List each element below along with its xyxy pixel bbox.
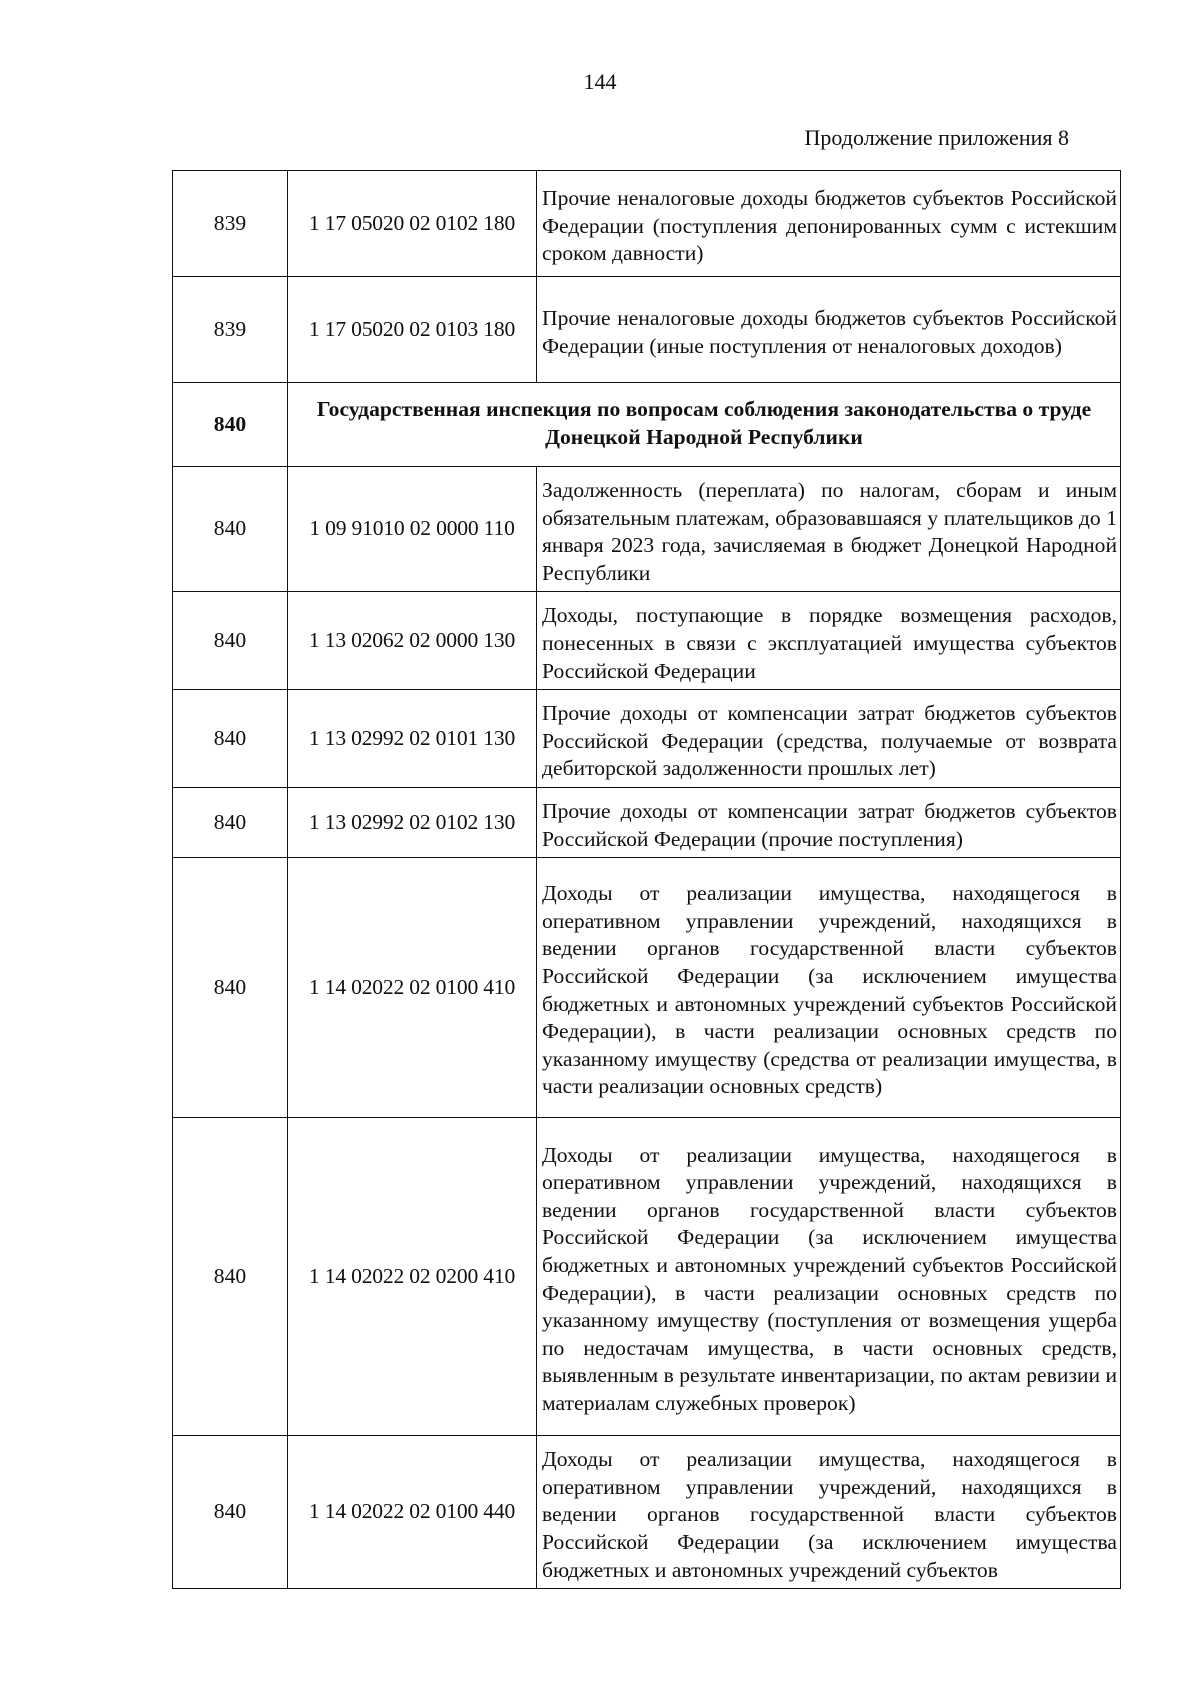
administrator-header-row bbox=[173, 383, 1121, 467]
admin-code-cell: 839 bbox=[173, 171, 288, 277]
table-row bbox=[173, 690, 1121, 788]
revenue-name-text: Прочие неналоговые доходы бюджетов субъектов Российской Федерации (поступления депонированных сумм с истекшим сроком давности) bbox=[542, 186, 1117, 266]
admin-code-cell: 840 bbox=[173, 1436, 288, 1589]
revenue-name-text: Доходы от реализации имущества, находящегося в оперативном управлении учреждений, находящихся в ведении органов государственной власти субъектов Российской Федерации (за исключением имущества бюджетных и автономных учреждений субъектов Российской Федерации), в части реализации основных средств по указанному имуществу (средства от реализации имущества, в части реализации основных средств) bbox=[542, 881, 1117, 1099]
revenue-name-text: Прочие доходы от компенсации затрат бюджетов субъектов Российской Федерации (прочие поступления) bbox=[542, 798, 1117, 851]
admin-code-cell: 840 bbox=[173, 1118, 288, 1436]
budget-classification-code-cell: 1 17 05020 02 0103 180 bbox=[288, 277, 537, 383]
revenue-name-text: Прочие неналоговые доходы бюджетов субъектов Российской Федерации (иные поступления от неналоговых доходов) bbox=[542, 305, 1117, 358]
admin-code-cell: 840 bbox=[173, 858, 288, 1118]
revenue-name-cell bbox=[537, 1436, 1121, 1589]
revenue-codes-table bbox=[172, 170, 1121, 1589]
table-row bbox=[173, 1436, 1121, 1589]
revenue-name-cell bbox=[537, 787, 1121, 857]
revenue-name-text: Доходы от реализации имущества, находящегося в оперативном управлении учреждений, находящихся в ведении органов государственной власти субъектов Российской Федерации (за исключением имущества бюджетных и автономных учреждений субъектов Российской Федерации), в части реализации основных средств по указанному имуществу (поступления от возмещения ущерба по недостачам имущества, в части основных средств, выявленным в результате инвентаризации, по актам ревизии и материалам служебных проверок) bbox=[542, 1142, 1117, 1415]
administrator-name-cell: Государственная инспекция по вопросам соблюдения законодательства о труде Донецкой Народной Республики bbox=[288, 383, 1121, 467]
admin-code-cell: 840 bbox=[173, 467, 288, 592]
admin-code-cell: 840 bbox=[173, 592, 288, 690]
table-row bbox=[173, 787, 1121, 857]
page-number: 144 bbox=[583, 69, 617, 94]
table-row bbox=[173, 592, 1121, 690]
table-row bbox=[173, 467, 1121, 592]
revenue-name-cell bbox=[537, 1118, 1121, 1436]
table-row bbox=[173, 277, 1121, 383]
admin-code-cell: 840 bbox=[173, 787, 288, 857]
budget-classification-code-cell: 1 13 02992 02 0101 130 bbox=[288, 690, 537, 788]
revenue-name-text: Прочие доходы от компенсации затрат бюджетов субъектов Российской Федерации (средства, получаемые от возврата дебиторской задолженности прошлых лет) bbox=[542, 701, 1117, 781]
revenue-name-cell bbox=[537, 171, 1121, 277]
admin-code-cell: 840 bbox=[173, 383, 288, 467]
table-row bbox=[173, 1118, 1121, 1436]
admin-code-cell: 840 bbox=[173, 690, 288, 788]
budget-classification-code-cell: 1 13 02992 02 0102 130 bbox=[288, 787, 537, 857]
revenue-name-cell bbox=[537, 858, 1121, 1118]
revenue-name-cell bbox=[537, 690, 1121, 788]
revenue-name-cell bbox=[537, 467, 1121, 592]
appendix-continuation-label: Продолжение приложения 8 bbox=[804, 125, 1069, 150]
table-row bbox=[173, 858, 1121, 1118]
revenue-name-text: Доходы от реализации имущества, находящегося в оперативном управлении учреждений, находящихся в ведении органов государственной власти субъектов Российской Федерации (за исключением имущества бюджетных и автономных учреждений субъектов bbox=[542, 1447, 1117, 1582]
budget-classification-code-cell: 1 14 02022 02 0200 410 bbox=[288, 1118, 537, 1436]
revenue-name-text: Доходы, поступающие в порядке возмещения расходов, понесенных в связи с эксплуатацией имущества субъектов Российской Федерации bbox=[542, 603, 1117, 683]
revenue-name-text: Задолженность (переплата) по налогам, сборам и иным обязательным платежам, образовавшаяся у плательщиков до 1 января 2023 года, зачисляемая в бюджет Донецкой Народной Республики bbox=[542, 478, 1117, 585]
budget-classification-code-cell: 1 17 05020 02 0102 180 bbox=[288, 171, 537, 277]
budget-classification-code-cell: 1 09 91010 02 0000 110 bbox=[288, 467, 537, 592]
table-row bbox=[173, 171, 1121, 277]
budget-classification-code-cell: 1 14 02022 02 0100 440 bbox=[288, 1436, 537, 1589]
revenue-name-cell bbox=[537, 592, 1121, 690]
budget-classification-code-cell: 1 14 02022 02 0100 410 bbox=[288, 858, 537, 1118]
revenue-name-cell bbox=[537, 277, 1121, 383]
budget-classification-code-cell: 1 13 02062 02 0000 130 bbox=[288, 592, 537, 690]
admin-code-cell: 839 bbox=[173, 277, 288, 383]
